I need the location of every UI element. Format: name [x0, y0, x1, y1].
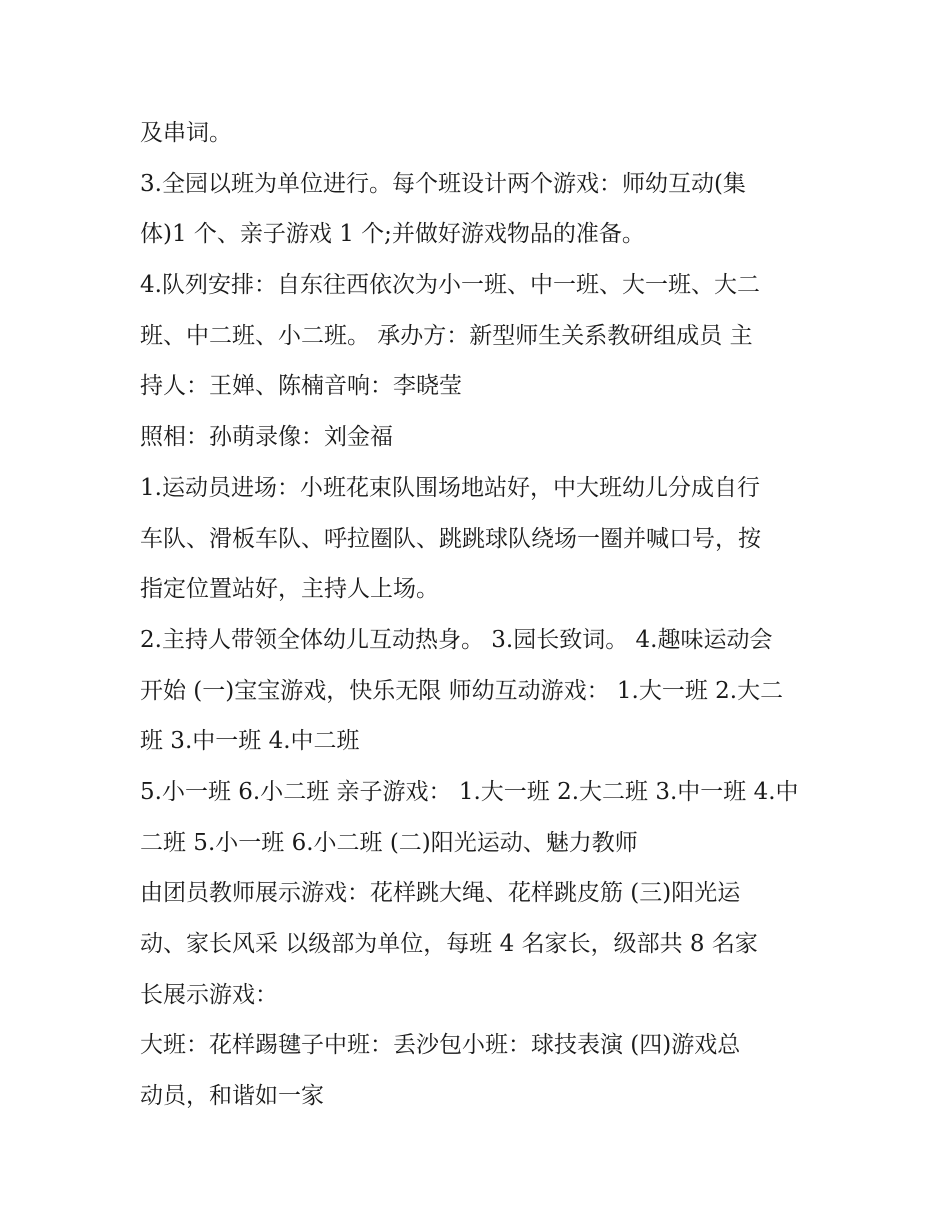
text-line: 5.小一班 6.小二班 亲子游戏： 1.大一班 2.大二班 3.中一班 4.中 — [140, 778, 799, 805]
text-line: 大班：花样踢毽子中班：丢沙包小班：球技表演 (四)游戏总 — [140, 1032, 741, 1059]
text-line: 3.全园以班为单位进行。每个班设计两个游戏：师幼互动(集 — [140, 170, 746, 197]
text-line: 指定位置站好，主持人上场。 — [140, 576, 439, 603]
text-line: 持人：王婵、陈楠音响：李晓莹 — [140, 373, 462, 400]
text-line: 及串词。 — [140, 120, 232, 146]
text-line: 动员，和谐如一家 — [140, 1083, 324, 1110]
text-line: 由团员教师展示游戏：花样跳大绳、花样跳皮筋 (三)阳光运 — [140, 880, 741, 907]
text-line: 长展示游戏： — [140, 981, 278, 1008]
text-line: 开始 (一)宝宝游戏，快乐无限 师幼互动游戏： 1.大一班 2.大二 — [140, 677, 784, 704]
text-line: 1.运动员进场：小班花束队围场地站好，中大班幼儿分成自行 — [140, 474, 760, 501]
text-line: 动、家长风采 以级部为单位，每班 4 名家长，级部共 8 名家 — [140, 931, 758, 957]
text-line: 二班 5.小一班 6.小二班 (二)阳光运动、魅力教师 — [140, 829, 638, 856]
text-line: 车队、滑板车队、呼拉圈队、跳跳球队绕场一圈并喊口号，按 — [140, 525, 761, 552]
text-line: 2.主持人带领全体幼儿互动热身。 3.园长致词。 4.趣味运动会 — [140, 626, 773, 653]
text-line: 班 3.中一班 4.中二班 — [140, 728, 360, 755]
text-line: 4.队列安排：自东往西依次为小一班、中一班、大一班、大二 — [140, 272, 760, 299]
document-body — [140, 108, 820, 1122]
text-line: 照相：孙萌录像：刘金福 — [140, 424, 393, 451]
text-line: 体)1 个、亲子游戏 1 个;并做好游戏物品的准备。 — [140, 221, 645, 248]
text-line: 班、中二班、小二班。 承办方：新型师生关系教研组成员 主 — [140, 322, 753, 349]
